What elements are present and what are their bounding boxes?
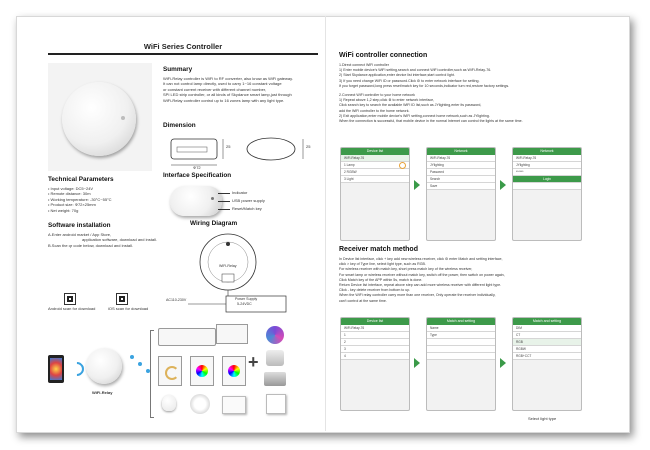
phone-row[interactable]: 1 xyxy=(341,332,409,339)
android-qr-label: Android scan for download xyxy=(48,306,96,311)
wiring-psu-sub: 5-24VDC xyxy=(237,302,252,306)
phone-row[interactable]: WiFi-Relay-76 xyxy=(513,155,581,162)
phone-row[interactable]: WiFi-Relay-76 xyxy=(341,325,409,332)
phone-row[interactable]: JYlighting xyxy=(427,162,495,169)
dimension-height-1: 25 xyxy=(226,144,231,149)
phone-title: Device list xyxy=(341,148,409,155)
relay-photo xyxy=(86,348,122,384)
receiver-line: click > key of Type line, select light type, such as RGB. xyxy=(339,262,426,267)
ios-qr-label: iOS scan for download xyxy=(108,306,149,311)
led-strip-reel xyxy=(266,326,284,344)
bracket-line xyxy=(150,330,154,418)
phone-row[interactable]: 4 xyxy=(341,353,409,360)
connection-line: 1.Direct connect WiFi controller xyxy=(339,63,389,67)
connection-line: 3) If you need change WiFi ID or password.Click ⚙ to enter network interface for setting. xyxy=(339,78,480,83)
interface-label-indicator: Indicator xyxy=(232,190,248,195)
connection-line: Click search key to search the available WiFi ID list,such as JYlighting,enter its password, xyxy=(339,103,482,108)
pointer-line xyxy=(218,193,230,194)
signal-dot xyxy=(138,362,142,366)
connection-line: 1) Enter mobile device's WiFi setting,search and connect WiFi controller,such as WiFi-Relay-76. xyxy=(339,68,492,73)
connection-line: add the WiFi controller to the home network. xyxy=(339,108,410,113)
phone-screen-match-setting xyxy=(426,317,496,411)
tech-heading: Technical Parameters xyxy=(48,176,114,183)
receiver-heading: Receiver match method xyxy=(339,246,418,253)
receiver-line: Click Match key of the APP within 5s, match is done. xyxy=(339,277,423,282)
phone-row[interactable]: RGB+CCT xyxy=(513,353,581,360)
software-text xyxy=(48,232,183,248)
page-gutter xyxy=(325,16,326,431)
product-photo xyxy=(62,82,136,156)
software-line: B.Scan the qr code below, download and install. xyxy=(48,242,133,248)
flow-arrow xyxy=(414,358,420,368)
connection-line: 2) Start Skydance application,enter device list interface,start control light. xyxy=(339,73,455,78)
phone-row[interactable]: 3 xyxy=(341,346,409,353)
receiver-line: In Device list interface, click + key add new wireless receiver, click ⚙ enter Match and setting interface, xyxy=(339,257,503,261)
gear-icon[interactable] xyxy=(399,162,406,169)
summary-line: WiFi-Relay controller control up to 16 zones lamp with any light type. xyxy=(163,97,285,103)
phone-row[interactable]: RGBW xyxy=(513,346,581,353)
phone-row[interactable]: Login xyxy=(513,176,581,183)
phone-row[interactable]: Save xyxy=(427,183,495,190)
flow-arrow xyxy=(414,180,420,190)
connection-line: 2.Connect WiFi controller to your home network xyxy=(339,93,415,98)
dimension-drawing xyxy=(163,133,323,173)
wiring-psu-label: Power Supply xyxy=(235,297,258,301)
wall-panel-2 xyxy=(190,356,214,386)
phone-row[interactable] xyxy=(427,339,495,346)
phone-row[interactable]: 3 Light xyxy=(341,176,409,183)
interface-label-usb: USB power supply xyxy=(232,198,265,203)
wiring-relay-port xyxy=(222,274,234,282)
receiver-line: When the WiFi relay controller carry more than one receiver, Only operate the receiver individually, xyxy=(339,293,496,298)
phone-row[interactable]: 2 RGBW xyxy=(341,169,409,176)
summary-line: It can not control lamp directly, used to carry 1~16 constant voltage xyxy=(163,81,282,87)
interface-led xyxy=(211,197,214,200)
dimension-heading: Dimension xyxy=(163,122,196,129)
phone-title: Network xyxy=(513,148,581,155)
interface-heading: Interface Specification xyxy=(163,172,232,179)
select-light-type-caption: Select light type xyxy=(528,416,557,421)
phone-illustration xyxy=(48,355,64,383)
plus-sign: + xyxy=(248,352,259,372)
interface-device-image xyxy=(170,186,222,216)
tech-item: • Net weight: 70g xyxy=(48,207,79,213)
connection-line: If you forget password,long press reset/match key for 10 seconds,indicator turn red,restore factory settings. xyxy=(339,83,510,88)
pointer-line xyxy=(218,201,230,202)
connection-line: 2) Exit application,enter mobile device's WiFi setting,connect home network,such as JYlighting. xyxy=(339,113,490,118)
phone-row[interactable]: 1 Lamp xyxy=(341,162,409,169)
phone-row[interactable]: Search xyxy=(427,176,495,183)
receiver-line: can't control at the same time. xyxy=(339,298,387,303)
spotlight-image xyxy=(266,350,284,366)
connection-heading: WiFi controller connection xyxy=(339,52,428,59)
receiver-text xyxy=(339,257,614,304)
tech-item: • Product size: Φ72×25mm xyxy=(48,202,96,208)
connection-text xyxy=(339,63,614,124)
ceiling-panel-image xyxy=(266,394,286,414)
summary-line: or constant current receiver with different channel number, xyxy=(163,86,267,92)
tech-item: • Working temperature: -30°C~55°C xyxy=(48,196,112,202)
phone-screen-device-list xyxy=(340,147,410,241)
tech-item: • Remote distance: 30m xyxy=(48,191,91,197)
ios-qr-code[interactable] xyxy=(116,293,128,305)
document-title-text: WiFi Series Controller xyxy=(143,42,223,51)
phone-row[interactable]: Type xyxy=(427,332,495,339)
controller-box-1 xyxy=(158,328,216,346)
android-qr-code[interactable] xyxy=(64,293,76,305)
phone-row[interactable] xyxy=(513,183,581,190)
receiver-line: Return Device list interface, repeat above step can add more wireless receiver with different light type. xyxy=(339,283,502,288)
signal-dot xyxy=(130,355,134,359)
phone-row[interactable] xyxy=(427,346,495,353)
phone-row[interactable] xyxy=(427,353,495,360)
title-underline xyxy=(48,53,318,55)
connection-line: When the connection is successful, that mobile device in the normal Internet can control the lights at the same time. xyxy=(339,119,523,124)
dimension-diameter: Φ72 xyxy=(193,165,201,170)
track-light-image xyxy=(264,372,286,386)
receiver-line: For wireless receiver with match key, short press match key of the wireless receiver, xyxy=(339,267,473,272)
wiring-diagram xyxy=(168,230,318,322)
summary-line: SPI LED strip controller, or all kinds of Skydance smart lamp,just through xyxy=(163,92,292,98)
receiver-line: For smart lamp or wireless receiver without match key, switch off the power, then switch on power again, xyxy=(339,272,505,277)
dimension-top-view xyxy=(247,138,295,160)
bulb-image xyxy=(162,395,176,411)
tech-list xyxy=(48,186,158,213)
software-line: A.Enter android market / App Store, xyxy=(48,232,112,237)
phone-row[interactable]: WiFi-Relay-76 xyxy=(341,155,409,162)
phone-screen-light-type xyxy=(512,317,582,411)
software-line: application software, download and install. xyxy=(82,237,157,243)
document-title xyxy=(48,42,318,56)
wiring-wifi-label: WiFi-Relay xyxy=(219,264,237,268)
phone-row[interactable]: CT xyxy=(513,332,581,339)
software-heading: Software installation xyxy=(48,222,111,229)
phone-row[interactable]: Password xyxy=(427,169,495,176)
connection-line: 1) Repeat above 1,2 step,click ⚙ to enter network interface, xyxy=(339,98,435,103)
summary-heading: Summary xyxy=(163,66,193,73)
wiring-heading: Wiring Diagram xyxy=(190,220,238,227)
pointer-line xyxy=(218,209,230,210)
wall-panel-3 xyxy=(222,356,246,386)
phone-title: Device list xyxy=(341,318,409,325)
phone-row[interactable]: Name xyxy=(427,325,495,332)
phone-screen-device-list-2 xyxy=(340,317,410,411)
relay-label: WiFi-Relay xyxy=(92,390,113,395)
phone-screen-network xyxy=(426,147,496,241)
receiver-line: Click - key delete receiver from bottom to up. xyxy=(339,288,411,293)
downlight-image xyxy=(190,394,210,414)
phone-row[interactable]: RGB xyxy=(513,339,581,346)
phone-title: Network xyxy=(427,148,495,155)
phone-title: Match and setting xyxy=(427,318,495,325)
phone-row[interactable]: DIM xyxy=(513,325,581,332)
dimension-height-2: 25 xyxy=(306,144,311,149)
dimension-side-slot xyxy=(177,147,207,152)
phone-row[interactable]: 2 xyxy=(341,339,409,346)
product-led-dot xyxy=(121,116,125,120)
flow-arrow xyxy=(500,180,506,190)
interface-label-reset: Reset/Match key xyxy=(232,206,262,211)
wiring-ac-label: AC110-230V xyxy=(166,298,187,302)
panel-light-image xyxy=(222,396,246,414)
phone-screen-login xyxy=(512,147,582,241)
phone-title: Match and setting xyxy=(513,318,581,325)
flow-arrow xyxy=(500,358,506,368)
phone-row[interactable]: ****** xyxy=(513,169,581,176)
wall-panel-1 xyxy=(158,356,182,386)
tech-item: • Input voltage: DC5~24V xyxy=(48,186,94,191)
phone-row[interactable]: JYlighting xyxy=(513,162,581,169)
phone-row[interactable]: WiFi-Relay-76 xyxy=(427,155,495,162)
summary-text xyxy=(163,76,323,103)
controller-box-2 xyxy=(216,324,248,344)
summary-line: WiFi-Relay controller is WiFi to RF converter, also know as WiFi gateway. xyxy=(163,76,293,81)
